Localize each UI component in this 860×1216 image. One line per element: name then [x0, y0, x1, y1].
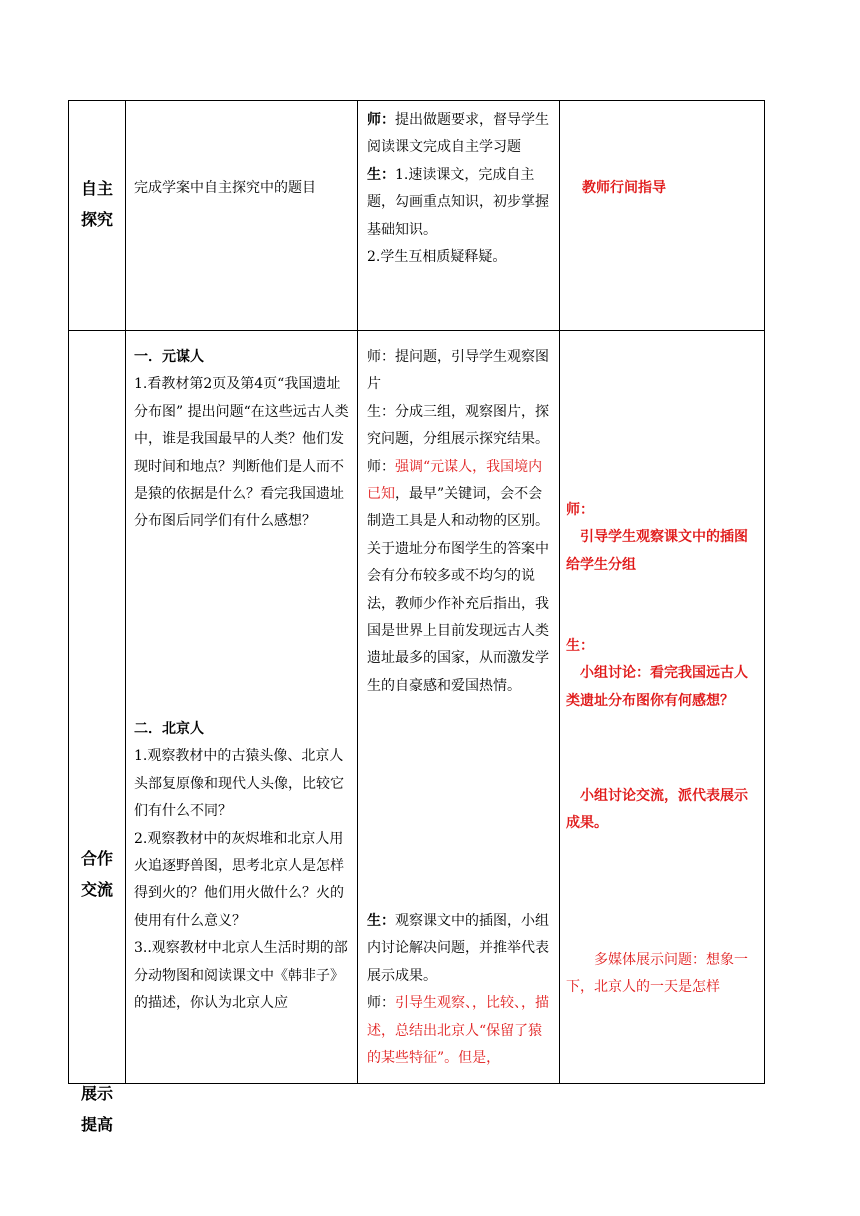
stage-label: 合作 — [80, 849, 113, 868]
student-label: 生： — [367, 913, 395, 929]
content-cell — [126, 101, 358, 331]
table-row-cooperation — [69, 331, 765, 1084]
section-title: 一．元谋人 — [134, 349, 204, 365]
question-text: 2.观察教材中的灰烬堆和北京人用火追逐野兽图，思考北京人是怎样得到火的？他们用火做什么？火的使用有什么意义？ — [134, 830, 344, 929]
stage-cell-cooperation — [69, 331, 126, 1134]
stage-label: 提高 — [80, 1115, 113, 1134]
guidance-text: 引导学生观察课文中的插图给学生分组 — [566, 529, 748, 573]
student-text: 生：分成三组，观察图片，探究问题，分组展示探究结果。 — [367, 403, 549, 448]
stage-label: 探究 — [80, 210, 113, 229]
guidance-label: 生： — [566, 638, 594, 654]
activity-cell — [358, 101, 560, 331]
content-cell — [126, 331, 358, 1084]
stage-label: 交流 — [80, 880, 113, 899]
question-text: 1.观察教材中的古猿头像、北京人头部复原像和现代人头像，比较它们有什么不同？ — [134, 748, 344, 820]
teacher-text: 师：提问题，引导学生观察图片 — [367, 349, 549, 393]
teacher-text: ，最早”关键词，会不会制造工具是人和动物的区别。关于遗址分布图学生的答案中会有分布较多或不均匀的说法，教师少作补充后指出，我国是世界上目前发现远古人类遗址最多的国家，从而激发学生的自豪感和爱国热情。 — [367, 486, 549, 694]
teacher-label: 师： — [367, 995, 395, 1012]
stage-label: 展示 — [80, 1084, 113, 1103]
guidance-text: 小组讨论：看完我国远古人类遗址分布图你有何感想？ — [566, 665, 748, 709]
guidance-text: 小组讨论交流，派代表展示成果。 — [566, 788, 748, 832]
student-label: 生： — [367, 166, 395, 183]
teacher-emphasis: 引导生观察、，比较、，描述，总结出北京人“保留了猿的某些特征”。但是， — [367, 995, 549, 1067]
lesson-plan-table — [68, 100, 765, 1134]
stage-cell-self-study — [69, 101, 126, 331]
question-text: 3..观察教材中北京人生活时期的部分动物图和阅读课文中《韩非子》的描述，你认为北京人应 — [134, 940, 348, 1012]
teacher-label: 师： — [367, 458, 395, 475]
question-text: 1.看教材第2页及第4页“我国遗址分布图” 提出问题“在这些远古人类中，谁是我国最早的人类？他们发现时间和地点？判断他们是人而不是猿的依据是什么？看完我国遗址分布图后同学们有什么感想？ — [134, 376, 349, 530]
content-text: 完成学案中自主探究中的题目 — [134, 180, 316, 196]
teacher-label: 师： — [367, 112, 395, 128]
student-text: 1.速读课文，完成自主题，勾画重点知识，初步掌握基础知识。 — [367, 166, 549, 238]
guidance-label: 师： — [566, 502, 594, 518]
teacher-emphasis: 强调“元谋人，我国境内已知 — [367, 458, 543, 503]
media-prompt: 多媒体展示问题：想象一下，北京人的一天是怎样 — [566, 952, 748, 996]
student-text: 观察课文中的插图，小组内讨论解决问题，并推举代表展示成果。 — [367, 913, 549, 984]
guidance-text: 教师行间指导 — [582, 180, 666, 196]
stage-label: 自主 — [80, 179, 113, 198]
table-row-self-study — [69, 101, 765, 331]
student-item: 2.学生互相质疑释疑。 — [367, 249, 507, 266]
section-title: 二．北京人 — [134, 721, 204, 737]
teacher-text: 提出做题要求，督导学生阅读课文完成自主学习题 — [367, 112, 549, 156]
guidance-cell — [560, 101, 765, 331]
guidance-cell — [560, 331, 765, 1084]
activity-cell — [358, 331, 560, 1084]
